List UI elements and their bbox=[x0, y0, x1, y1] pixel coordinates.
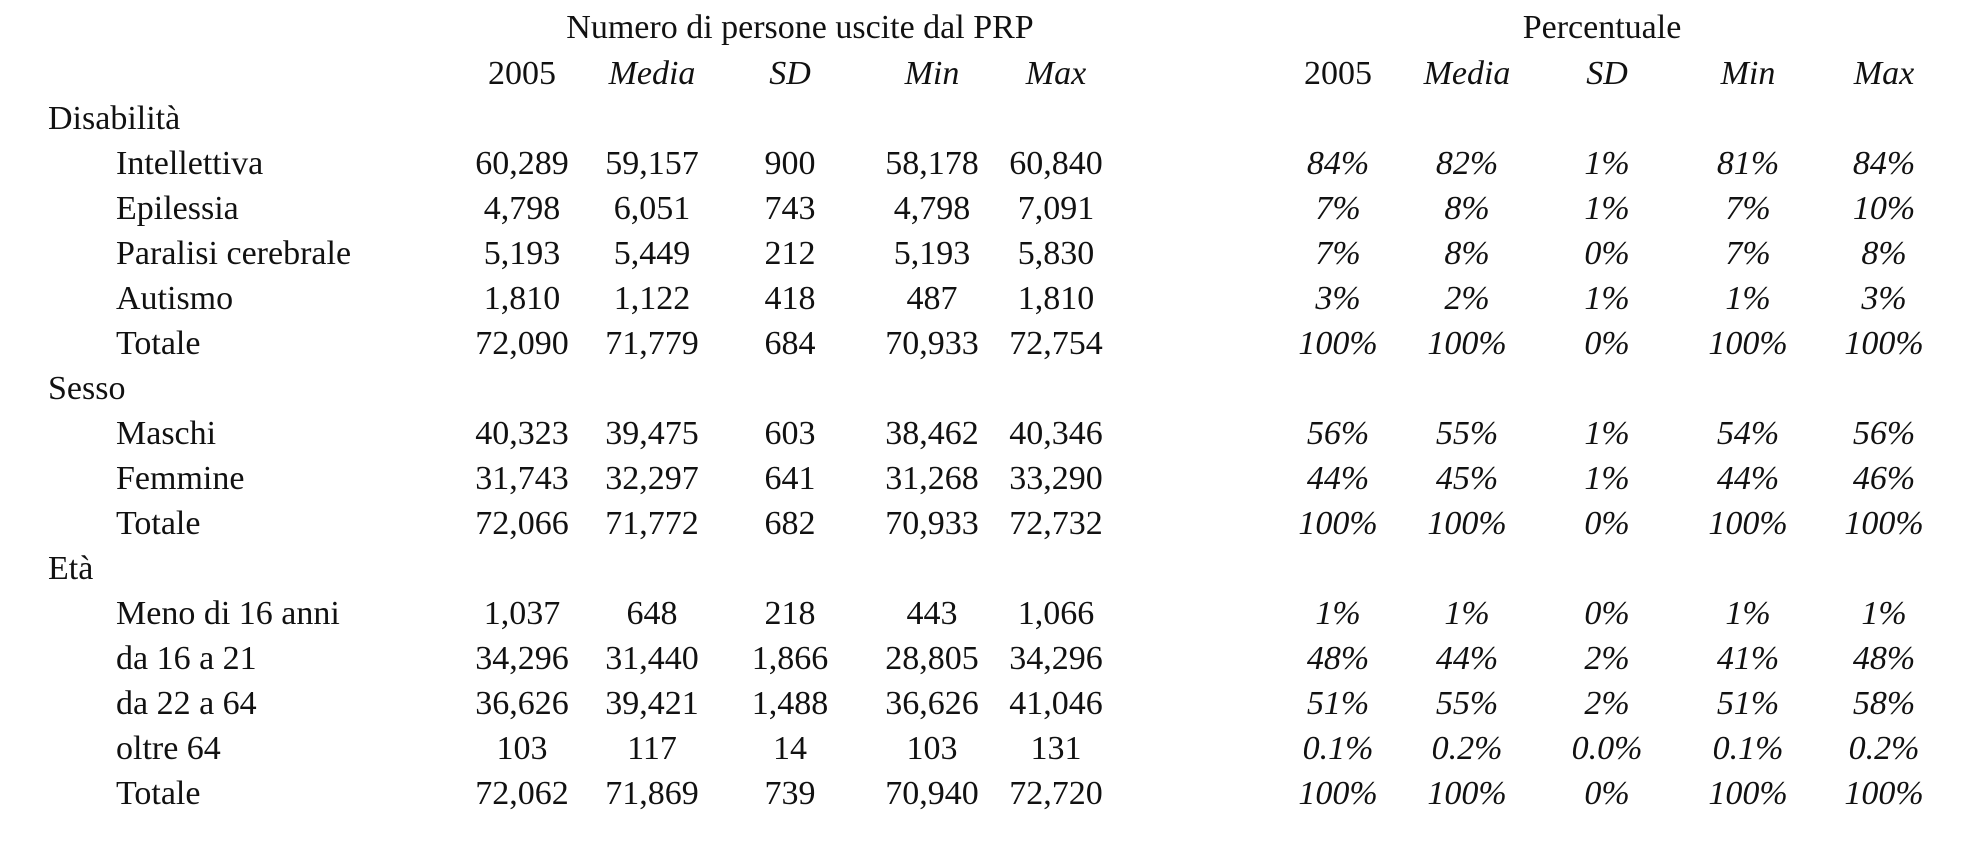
percent-value: 0.1% bbox=[1302, 730, 1374, 767]
percent-value: 100% bbox=[1427, 775, 1507, 812]
percent-value: 100% bbox=[1844, 325, 1924, 362]
count-value: 7,091 bbox=[1017, 190, 1095, 227]
percent-value: 7% bbox=[1315, 235, 1361, 272]
count-value: 648 bbox=[626, 595, 678, 632]
row-label: oltre 64 bbox=[116, 730, 221, 767]
percent-value: 55% bbox=[1435, 415, 1499, 452]
percent-value: 100% bbox=[1708, 325, 1788, 362]
percent-value: 1% bbox=[1725, 280, 1771, 317]
row-label: Maschi bbox=[116, 415, 217, 452]
count-value: 72,732 bbox=[1009, 505, 1103, 542]
count-value: 70,933 bbox=[885, 325, 979, 362]
percent-value: 0.0% bbox=[1571, 730, 1643, 767]
percent-value: 56% bbox=[1852, 415, 1916, 452]
percent-value: 51% bbox=[1716, 685, 1780, 722]
count-value: 31,743 bbox=[475, 460, 569, 497]
section-title: Disabilità bbox=[48, 100, 181, 137]
percent-value: 1% bbox=[1725, 595, 1771, 632]
percent-value: 100% bbox=[1708, 505, 1788, 542]
percent-value: 44% bbox=[1435, 640, 1499, 677]
percent-value: 45% bbox=[1435, 460, 1499, 497]
count-value: 60,840 bbox=[1009, 145, 1103, 182]
count-value: 103 bbox=[906, 730, 958, 767]
count-value: 1,810 bbox=[483, 280, 561, 317]
count-value: 36,626 bbox=[475, 685, 569, 722]
count-value: 36,626 bbox=[885, 685, 979, 722]
percent-value: 41% bbox=[1716, 640, 1780, 677]
count-value: 70,933 bbox=[885, 505, 979, 542]
count-value: 1,866 bbox=[751, 640, 829, 677]
count-value: 6,051 bbox=[613, 190, 691, 227]
percent-value: 82% bbox=[1435, 145, 1499, 182]
percent-value: 8% bbox=[1444, 190, 1490, 227]
percent-value: 56% bbox=[1306, 415, 1370, 452]
count-value: 682 bbox=[764, 505, 816, 542]
count-value: 641 bbox=[764, 460, 816, 497]
row-label: Autismo bbox=[116, 280, 234, 317]
percent-value: 1% bbox=[1861, 595, 1907, 632]
percent-value: 54% bbox=[1716, 415, 1780, 452]
count-column-header: SD bbox=[769, 55, 811, 92]
section-title: Sesso bbox=[48, 370, 126, 407]
count-value: 38,462 bbox=[885, 415, 979, 452]
percent-value: 3% bbox=[1315, 280, 1361, 317]
percent-value: 7% bbox=[1315, 190, 1361, 227]
percent-value: 1% bbox=[1584, 145, 1630, 182]
count-value: 443 bbox=[906, 595, 958, 632]
count-value: 72,720 bbox=[1009, 775, 1103, 812]
percent-value: 100% bbox=[1844, 775, 1924, 812]
percent-value: 44% bbox=[1716, 460, 1780, 497]
percent-value: 8% bbox=[1444, 235, 1490, 272]
count-value: 212 bbox=[764, 235, 816, 272]
percent-value: 3% bbox=[1861, 280, 1907, 317]
percent-value: 2% bbox=[1444, 280, 1490, 317]
count-value: 5,449 bbox=[613, 235, 691, 272]
percent-group-title: Percentuale bbox=[1522, 9, 1682, 46]
percent-value: 0% bbox=[1584, 775, 1630, 812]
count-value: 40,346 bbox=[1009, 415, 1103, 452]
percent-value: 81% bbox=[1716, 145, 1780, 182]
count-value: 1,488 bbox=[751, 685, 829, 722]
percent-value: 100% bbox=[1298, 775, 1378, 812]
count-value: 39,421 bbox=[605, 685, 699, 722]
count-value: 131 bbox=[1030, 730, 1082, 767]
count-value: 34,296 bbox=[475, 640, 569, 677]
count-value: 117 bbox=[627, 730, 677, 767]
row-label: Epilessia bbox=[116, 190, 239, 227]
count-value: 684 bbox=[764, 325, 816, 362]
count-value: 72,090 bbox=[475, 325, 569, 362]
count-value: 1,037 bbox=[483, 595, 561, 632]
count-value: 5,830 bbox=[1017, 235, 1095, 272]
percent-value: 84% bbox=[1852, 145, 1916, 182]
percent-value: 0.2% bbox=[1848, 730, 1920, 767]
count-value: 739 bbox=[764, 775, 816, 812]
count-value: 28,805 bbox=[885, 640, 979, 677]
percent-value: 100% bbox=[1298, 325, 1378, 362]
count-value: 70,940 bbox=[885, 775, 979, 812]
count-value: 72,066 bbox=[475, 505, 569, 542]
count-value: 72,754 bbox=[1009, 325, 1103, 362]
percent-value: 7% bbox=[1725, 235, 1771, 272]
count-value: 4,798 bbox=[893, 190, 971, 227]
count-value: 743 bbox=[764, 190, 816, 227]
percent-column-header: Max bbox=[1853, 55, 1915, 92]
percent-column-header: SD bbox=[1586, 55, 1628, 92]
row-label: Paralisi cerebrale bbox=[116, 235, 352, 272]
count-column-header: Max bbox=[1025, 55, 1087, 92]
count-value: 71,772 bbox=[605, 505, 699, 542]
percent-value: 1% bbox=[1315, 595, 1361, 632]
count-value: 60,289 bbox=[475, 145, 569, 182]
percent-value: 100% bbox=[1427, 325, 1507, 362]
percent-value: 51% bbox=[1306, 685, 1370, 722]
percent-value: 7% bbox=[1725, 190, 1771, 227]
count-column-header: Media bbox=[608, 55, 696, 92]
count-value: 5,193 bbox=[483, 235, 561, 272]
row-label: Totale bbox=[116, 325, 201, 362]
percent-column-header: Min bbox=[1720, 55, 1776, 92]
percent-value: 0% bbox=[1584, 595, 1630, 632]
percent-value: 0.2% bbox=[1431, 730, 1503, 767]
count-value: 41,046 bbox=[1009, 685, 1103, 722]
count-value: 40,323 bbox=[475, 415, 569, 452]
percent-value: 2% bbox=[1584, 685, 1630, 722]
percent-value: 1% bbox=[1584, 190, 1630, 227]
count-value: 32,297 bbox=[605, 460, 699, 497]
percent-column-header: Media bbox=[1423, 55, 1511, 92]
percent-value: 48% bbox=[1852, 640, 1916, 677]
percent-value: 100% bbox=[1427, 505, 1507, 542]
count-value: 487 bbox=[906, 280, 958, 317]
percent-value: 44% bbox=[1306, 460, 1370, 497]
percent-value: 0.1% bbox=[1712, 730, 1784, 767]
percent-value: 84% bbox=[1306, 145, 1370, 182]
count-value: 418 bbox=[764, 280, 816, 317]
percent-value: 2% bbox=[1584, 640, 1630, 677]
percent-value: 1% bbox=[1444, 595, 1490, 632]
count-value: 72,062 bbox=[475, 775, 569, 812]
count-value: 4,798 bbox=[483, 190, 561, 227]
count-value: 58,178 bbox=[885, 145, 979, 182]
count-value: 71,779 bbox=[605, 325, 699, 362]
count-value: 1,066 bbox=[1017, 595, 1095, 632]
count-value: 603 bbox=[764, 415, 816, 452]
percent-value: 1% bbox=[1584, 460, 1630, 497]
count-value: 39,475 bbox=[605, 415, 699, 452]
count-value: 5,193 bbox=[893, 235, 971, 272]
count-value: 218 bbox=[764, 595, 816, 632]
percent-value: 48% bbox=[1306, 640, 1370, 677]
percent-value: 100% bbox=[1844, 505, 1924, 542]
count-value: 31,440 bbox=[605, 640, 699, 677]
row-label: Totale bbox=[116, 505, 201, 542]
percent-value: 1% bbox=[1584, 280, 1630, 317]
percent-value: 8% bbox=[1861, 235, 1907, 272]
row-label: da 22 a 64 bbox=[116, 685, 257, 722]
count-value: 59,157 bbox=[605, 145, 699, 182]
count-column-header: Min bbox=[904, 55, 960, 92]
percent-value: 0% bbox=[1584, 235, 1630, 272]
count-value: 14 bbox=[773, 730, 807, 767]
row-label: Totale bbox=[116, 775, 201, 812]
count-value: 1,810 bbox=[1017, 280, 1095, 317]
row-label: Femmine bbox=[116, 460, 245, 497]
count-value: 103 bbox=[496, 730, 548, 767]
percent-value: 10% bbox=[1852, 190, 1916, 227]
count-value: 1,122 bbox=[613, 280, 691, 317]
count-value: 71,869 bbox=[605, 775, 699, 812]
percent-value: 100% bbox=[1298, 505, 1378, 542]
percent-value: 46% bbox=[1852, 460, 1916, 497]
percent-value: 55% bbox=[1435, 685, 1499, 722]
row-label: da 16 a 21 bbox=[116, 640, 257, 677]
count-group-title: Numero di persone uscite dal PRP bbox=[566, 9, 1034, 46]
percent-column-header: 2005 bbox=[1304, 55, 1372, 92]
count-value: 900 bbox=[764, 145, 816, 182]
row-label: Intellettiva bbox=[116, 145, 264, 182]
count-value: 33,290 bbox=[1009, 460, 1103, 497]
section-title: Età bbox=[48, 550, 94, 587]
row-label: Meno di 16 anni bbox=[116, 595, 340, 632]
percent-value: 0% bbox=[1584, 505, 1630, 542]
percent-value: 100% bbox=[1708, 775, 1788, 812]
count-value: 31,268 bbox=[885, 460, 979, 497]
percent-value: 1% bbox=[1584, 415, 1630, 452]
percent-value: 58% bbox=[1852, 685, 1916, 722]
count-column-header: 2005 bbox=[488, 55, 556, 92]
count-value: 34,296 bbox=[1009, 640, 1103, 677]
percent-value: 0% bbox=[1584, 325, 1630, 362]
